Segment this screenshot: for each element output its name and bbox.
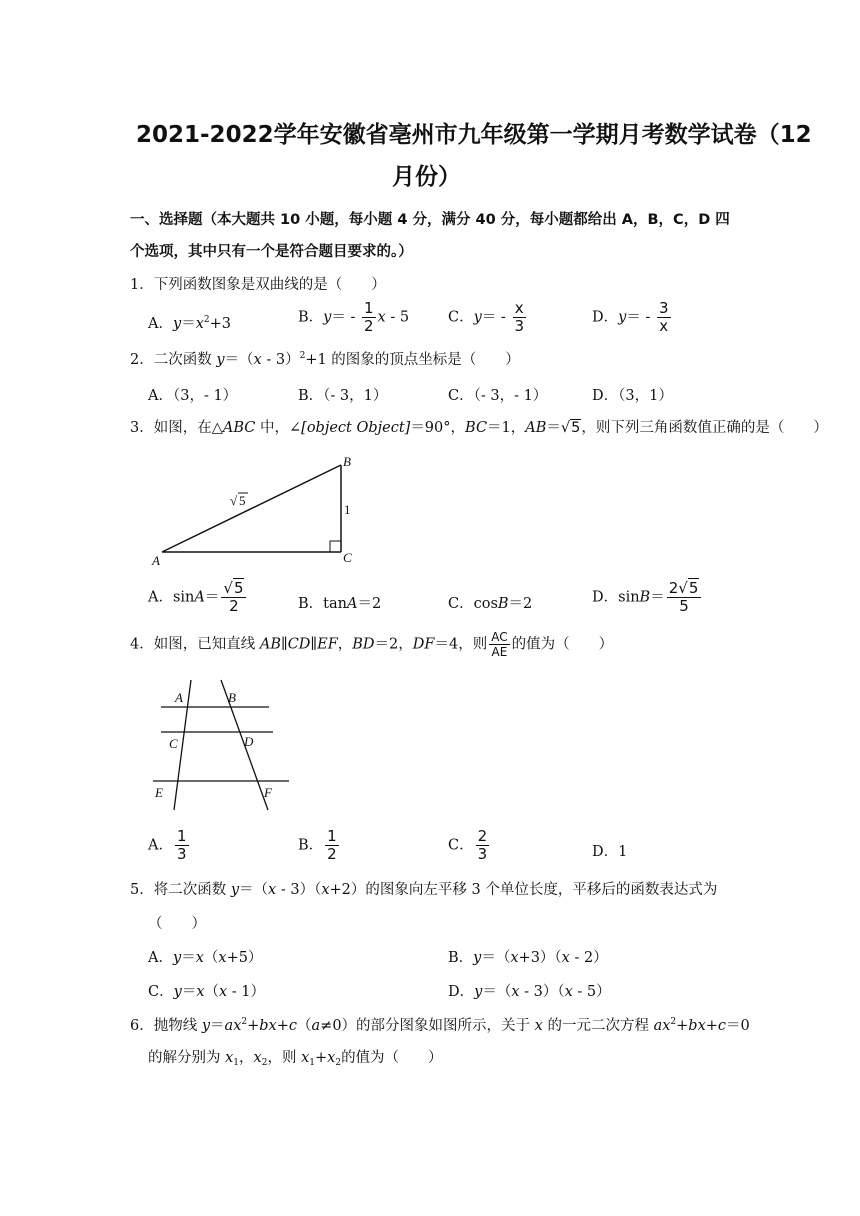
point-f-label: F bbox=[264, 785, 272, 800]
q3-option-c: C．cosB＝2 bbox=[448, 596, 533, 612]
q2-option-d: D．（3，1） bbox=[592, 388, 673, 404]
fraction: $\frac{2}{3}$ bbox=[477, 827, 488, 863]
q5-option-a: A．y＝x（x+5） bbox=[148, 950, 263, 966]
fraction: $\frac{√5}{2}$ bbox=[221, 580, 246, 615]
q5-option-c: C．y＝x（x - 1） bbox=[148, 984, 266, 1000]
right-angle-mark bbox=[330, 541, 341, 552]
question-5-stem: 5．将二次函数 y＝（x - 3）（x+2）的图象向左平移 3 个单位长度，平移后的函数表达式为 bbox=[130, 882, 718, 898]
q2-option-b: B．（- 3，1） bbox=[298, 388, 388, 404]
q1-option-b: B．y＝ - $\frac{1}{2}$ x - 5 bbox=[298, 299, 410, 335]
fraction: $\frac{x}{3}$ bbox=[514, 299, 524, 335]
question-4-stem: 4．如图，已知直线 AB∥CD∥EF，BD＝2，DF＝4，则 $\frac{AC}{AE}$ 的值为（ ） bbox=[130, 630, 614, 659]
q4-option-c: C． $\frac{2}{3}$ bbox=[448, 827, 488, 863]
page-title-line1: 2021-2022学年安徽省亳州市九年级第一学期月考数学试卷（12 bbox=[136, 122, 812, 148]
sqrt-expression: √5 bbox=[560, 420, 581, 436]
q1-option-c: C．y＝ - $\frac{x}{3}$ bbox=[448, 299, 524, 335]
point-a-label: A bbox=[175, 690, 183, 705]
q4-option-b: B． $\frac{1}{2}$ bbox=[298, 827, 337, 863]
q4-option-a: A． $\frac{1}{3}$ bbox=[148, 827, 187, 863]
fraction: $\frac{2√5}{5}$ bbox=[667, 580, 702, 615]
fraction: $\frac{1}{2}$ bbox=[363, 299, 374, 335]
vertex-b-label: B bbox=[343, 454, 351, 469]
fraction: $\frac{1}{2}$ bbox=[327, 827, 337, 863]
question-6-stem-cont: 的解分别为 $x_1$，$x_2$，则 $x_1+x_2$的值为（ ） bbox=[148, 1050, 443, 1068]
point-e-label: E bbox=[155, 785, 163, 800]
page-title-line2: 月份） bbox=[392, 164, 461, 190]
q1-option-a: A．$y=x^2+3$ bbox=[148, 315, 231, 332]
section-header: 一、选择题（本大题共 10 小题，每小题 4 分，满分 40 分，每小题都给出 A，B，C，D 四 bbox=[130, 212, 730, 228]
side-ab-label: √ bbox=[230, 493, 238, 508]
q2-option-a: A．（3，- 1） bbox=[148, 388, 238, 404]
vertex-a-label: A bbox=[152, 553, 160, 568]
fraction: $\frac{3}{x}$ bbox=[658, 299, 669, 335]
parallel-lines-figure bbox=[145, 676, 300, 811]
question-3-stem: 3．如图，在△ABC 中，∠[object Object]＝90°，BC＝1，AB＝√5，则下列三角函数值正确的是（ ） bbox=[130, 420, 828, 436]
q1-option-d: D．y＝ - $\frac{3}{x}$ bbox=[592, 299, 669, 335]
point-c-label: C bbox=[169, 736, 178, 751]
question-5-stem-cont: （ ） bbox=[148, 916, 206, 932]
fraction: $\frac{AC}{AE}$ bbox=[491, 630, 508, 659]
q5-option-b: B．y＝（x+3）（x - 2） bbox=[448, 950, 608, 966]
question-1-stem: 1．下列函数图象是双曲线的是（ ） bbox=[130, 277, 386, 293]
q3-option-b: B．tanA＝2 bbox=[298, 596, 382, 612]
side-bc-label: 1 bbox=[344, 502, 351, 517]
side-ab bbox=[162, 465, 341, 552]
point-b-label: B bbox=[228, 690, 236, 705]
question-2-stem: 2．二次函数 y＝（x - 3）$^2$+1 的图象的顶点坐标是（ ） bbox=[130, 351, 520, 368]
q3-option-a: A．sinA＝ $\frac{√5}{2}$ bbox=[148, 580, 248, 615]
vertex-c-label: C bbox=[343, 550, 352, 565]
section-header-cont: 个选项，其中只有一个是符合题目要求的。） bbox=[130, 244, 413, 260]
side-ab-radicand: 5 bbox=[239, 493, 246, 508]
fraction: $\frac{1}{3}$ bbox=[176, 827, 187, 863]
point-d-label: D bbox=[244, 734, 254, 749]
q3-option-d: D．sinB＝ $\frac{2√5}{5}$ bbox=[592, 580, 703, 615]
q2-option-c: C．（- 3，- 1） bbox=[448, 388, 548, 404]
triangle-figure bbox=[140, 448, 380, 573]
q5-option-d: D．y＝（x - 3）（x - 5） bbox=[448, 984, 611, 1000]
question-6-stem: 6．抛物线 $y=ax^2+bx+c(a\ne 0)$的部分图象如图所示，关于 x 的一元二次方程 $ax^2+bx+c=0$ bbox=[130, 1017, 750, 1034]
q4-option-d: D．1 bbox=[592, 844, 628, 860]
